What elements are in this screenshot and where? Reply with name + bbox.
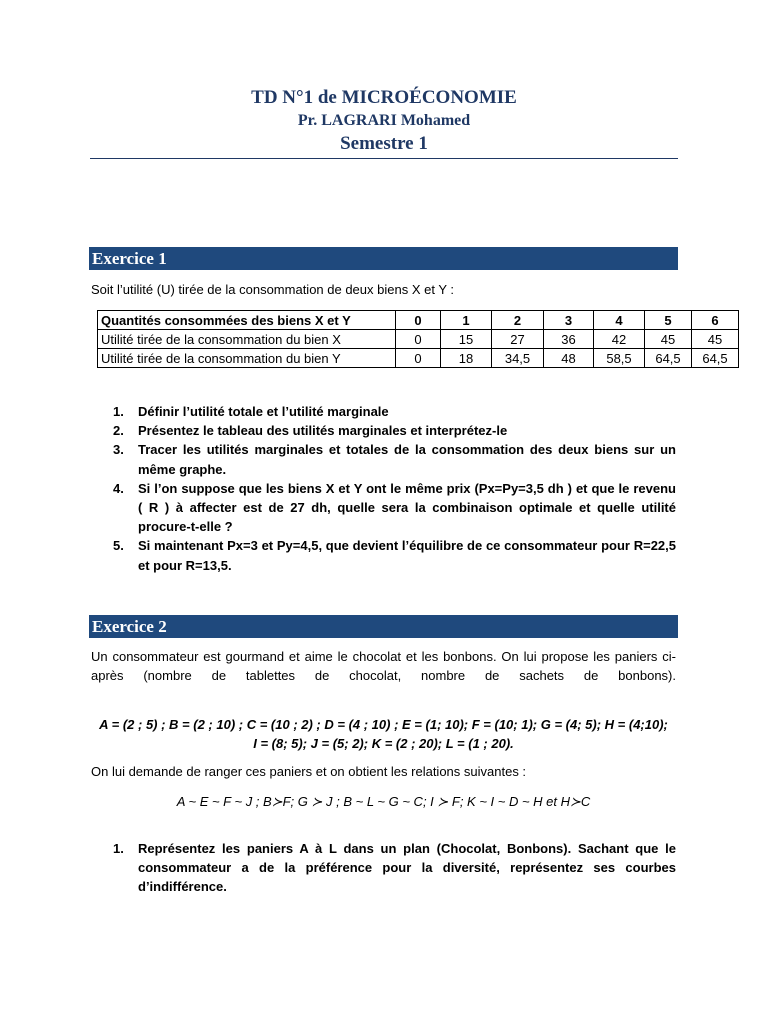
question-text: Représentez les paniers A à L dans un plan (Chocolat, Bonbons). Sachant que le consommateur a de la préférence pour la diversité, représentez ses courbes d’indifférence.: [138, 841, 676, 895]
table-cell: 0: [396, 311, 441, 330]
exercise-2-intro: Un consommateur est gourmand et aime le chocolat et les bonbons. On lui propose les paniers ci-après (nombre de tablettes de chocolat, nombre de sachets de bonbons).: [91, 649, 676, 683]
baskets-line-2: I = (8; 5); J = (5; 2); K = (2 ; 20); L = (1 ; 20).: [253, 736, 514, 751]
table-row-label: Quantités consommées des biens X et Y: [98, 311, 396, 330]
header-divider: [90, 158, 678, 159]
table-cell: 0: [396, 330, 441, 349]
table-cell: 58,5: [594, 349, 645, 368]
table-header-row: [98, 311, 739, 330]
table-cell: 3: [544, 311, 594, 330]
table-cell: 42: [594, 330, 645, 349]
question-number: 5.: [113, 538, 124, 554]
table-cell: 15: [441, 330, 492, 349]
question-number: 1.: [113, 841, 124, 856]
question-number: 4.: [113, 480, 124, 496]
question-text: Tracer les utilités marginales et totales de la consommation des deux biens sur un même graphe.: [138, 442, 676, 477]
table-row-label: Utilité tirée de la consommation du bien Y: [98, 349, 396, 368]
question-item: [91, 479, 676, 537]
question-item: [91, 536, 676, 574]
document-title: TD N°1 de MICROÉCONOMIE: [251, 87, 517, 108]
table-cell: 48: [544, 349, 594, 368]
table-cell: 0: [396, 349, 441, 368]
preference-relations: A ~ E ~ F ~ J ; B≻F; G ≻ J ; B ~ L ~ G ~ C; I ≻ F; K ~ I ~ D ~ H et H≻C: [176, 794, 591, 809]
exercise-1-questions: [91, 402, 676, 575]
exercise-2-heading: Exercice 2: [89, 615, 678, 638]
question-number: 3.: [113, 442, 124, 458]
exercise-2-questions: [91, 839, 676, 897]
author-name: Pr. LAGRARI Mohamed: [297, 112, 471, 129]
utility-table-body: [98, 311, 739, 368]
question-text: Définir l’utilité totale et l’utilité marginale: [138, 404, 389, 419]
question-item: [91, 440, 676, 478]
table-row: [98, 349, 739, 368]
exercise-1-heading: Exercice 1: [89, 247, 678, 270]
question-text: Présentez le tableau des utilités marginales et interprétez-le: [138, 423, 508, 439]
question-number: 1.: [113, 404, 124, 419]
table-cell: 27: [492, 330, 544, 349]
table-cell: 6: [692, 311, 739, 330]
table-cell: 5: [645, 311, 692, 330]
question-item: [91, 839, 676, 897]
baskets-line-1: A = (2 ; 5) ; B = (2 ; 10) ; C = (10 ; 2) ; D = (4 ; 10) ; E = (1; 10); F = (10; 1); G = (4; 5); H = (4;10);: [99, 717, 668, 732]
question-item: [91, 421, 676, 440]
table-cell: 4: [594, 311, 645, 330]
question-number: 2.: [113, 423, 124, 439]
question-item: [91, 402, 676, 421]
table-cell: 64,5: [692, 349, 739, 368]
semester-label: Semestre 1: [340, 133, 428, 154]
question-text: Si maintenant Px=3 et Py=4,5, que devient l’équilibre de ce consommateur pour R=22,5 et pour R=13,5.: [138, 538, 676, 573]
table-cell: 2: [492, 311, 544, 330]
table-row-label: Utilité tirée de la consommation du bien X: [98, 330, 396, 349]
relations-intro: On lui demande de ranger ces paniers et on obtient les relations suivantes :: [91, 764, 527, 779]
table-cell: 18: [441, 349, 492, 368]
table-cell: 34,5: [492, 349, 544, 368]
table-cell: 36: [544, 330, 594, 349]
table-cell: 45: [645, 330, 692, 349]
table-row: [98, 330, 739, 349]
utility-table: [97, 310, 739, 368]
table-cell: 64,5: [645, 349, 692, 368]
question-text: Si l’on suppose que les biens X et Y ont le même prix (Px=Py=3,5 dh ) et que le revenu ( R ) à affecter est de 27 dh, quelle sera la combinaison optimale et quelle utilité procure-t-elle ?: [138, 480, 676, 535]
table-cell: 45: [692, 330, 739, 349]
table-cell: 1: [441, 311, 492, 330]
exercise-1-intro: Soit l’utilité (U) tirée de la consommation de deux biens X et Y :: [91, 282, 454, 297]
